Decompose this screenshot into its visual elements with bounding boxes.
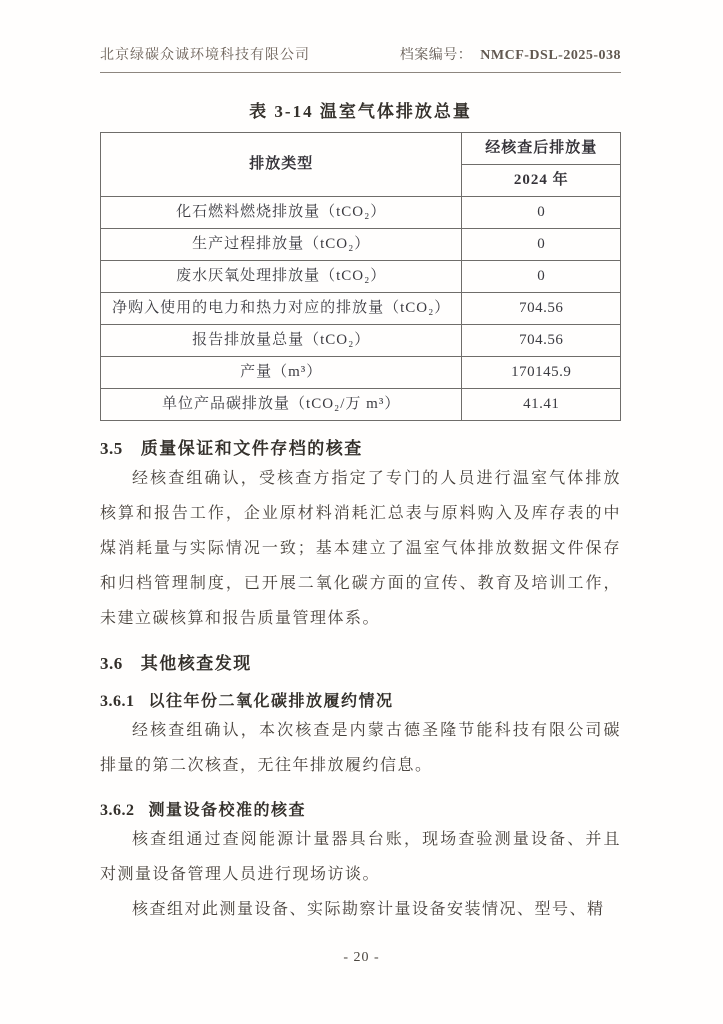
archive-number-block (400, 44, 621, 64)
row-label-fossil-fuel: 化石燃料燃烧排放量（tCO₂） (101, 197, 462, 229)
section-title: 以往年份二氧化碳排放履约情况 (148, 693, 394, 710)
row-label-process: 生产过程排放量（tCO₂） (101, 229, 462, 261)
table-header-row (101, 133, 621, 165)
row-label-wastewater: 废水厌氧处理排放量（tCO₂） (101, 261, 462, 293)
section-title: 测量设备校准的核查 (148, 802, 307, 819)
table-row (101, 389, 621, 421)
row-value-total-reported: 704.56 (462, 325, 621, 357)
emissions-table (100, 132, 621, 421)
page-number: - 20 - (343, 950, 380, 965)
column-header-year: 2024 年 (462, 165, 621, 197)
section-heading-3-6 (100, 649, 621, 674)
row-value-process: 0 (462, 229, 621, 261)
section-title: 其他核查发现 (140, 654, 252, 673)
table-row (101, 229, 621, 261)
table-row (101, 325, 621, 357)
paragraph-3-6-2-b: 核查组对此测量设备、实际勘察计量设备安装情况、型号、精 (132, 901, 605, 918)
section-heading-3-6-2 (100, 797, 621, 820)
section-number: 3.6.1 (100, 693, 135, 710)
section-number: 3.6 (100, 654, 123, 673)
column-header-emission-type: 排放类型 (101, 133, 462, 197)
row-label-total-reported: 报告排放量总量（tCO₂） (101, 325, 462, 357)
row-value-fossil-fuel: 0 (462, 197, 621, 229)
document-header (100, 44, 621, 73)
paragraph-3-6-1: 经核查组确认，本次核查是内蒙古德圣隆节能科技有限公司碳排量的第二次核查，无往年排放履约信息。 (100, 722, 621, 774)
row-label-output: 产量（m³） (101, 357, 462, 389)
table-caption: 表 3-14 温室气体排放总量 (249, 102, 472, 121)
table-row (101, 293, 621, 325)
section-number: 3.6.2 (100, 802, 135, 819)
row-value-purchased-electricity-heat: 704.56 (462, 293, 621, 325)
section-title: 质量保证和文件存档的核查 (140, 439, 363, 458)
table-row (101, 357, 621, 389)
row-value-unit-product-emission: 41.41 (462, 389, 621, 421)
table-row (101, 261, 621, 293)
archive-value: NMCF-DSL-2025-038 (480, 48, 621, 63)
row-label-unit-product-emission: 单位产品碳排放量（tCO₂/万 m³） (101, 389, 462, 421)
table-row (101, 197, 621, 229)
section-heading-3-5 (100, 434, 621, 459)
archive-label: 档案编号： (399, 48, 473, 63)
row-value-output: 170145.9 (462, 357, 621, 389)
row-label-purchased-electricity-heat: 净购入使用的电力和热力对应的排放量（tCO₂） (101, 293, 462, 325)
section-heading-3-6-1 (100, 688, 621, 711)
column-header-verified-emissions: 经核查后排放量 (462, 133, 621, 165)
row-value-wastewater: 0 (462, 261, 621, 293)
section-number: 3.5 (100, 439, 123, 458)
paragraph-3-6-2-a: 核查组通过查阅能源计量器具台账，现场查验测量设备、并且对测量设备管理人员进行现场访谈。 (100, 831, 621, 883)
paragraph-3-5: 经核查组确认，受核查方指定了专门的人员进行温室气体排放核算和报告工作，企业原材料消耗汇总表与原料购入及库存表的中煤消耗量与实际情况一致；基本建立了温室气体排放数据文件保存和归档管理制度，已开展二氧化碳方面的宣传、教育及培训工作，未建立碳核算和报告质量管理体系。 (100, 470, 621, 627)
company-name: 北京绿碳众诚环境科技有限公司 (100, 48, 310, 63)
